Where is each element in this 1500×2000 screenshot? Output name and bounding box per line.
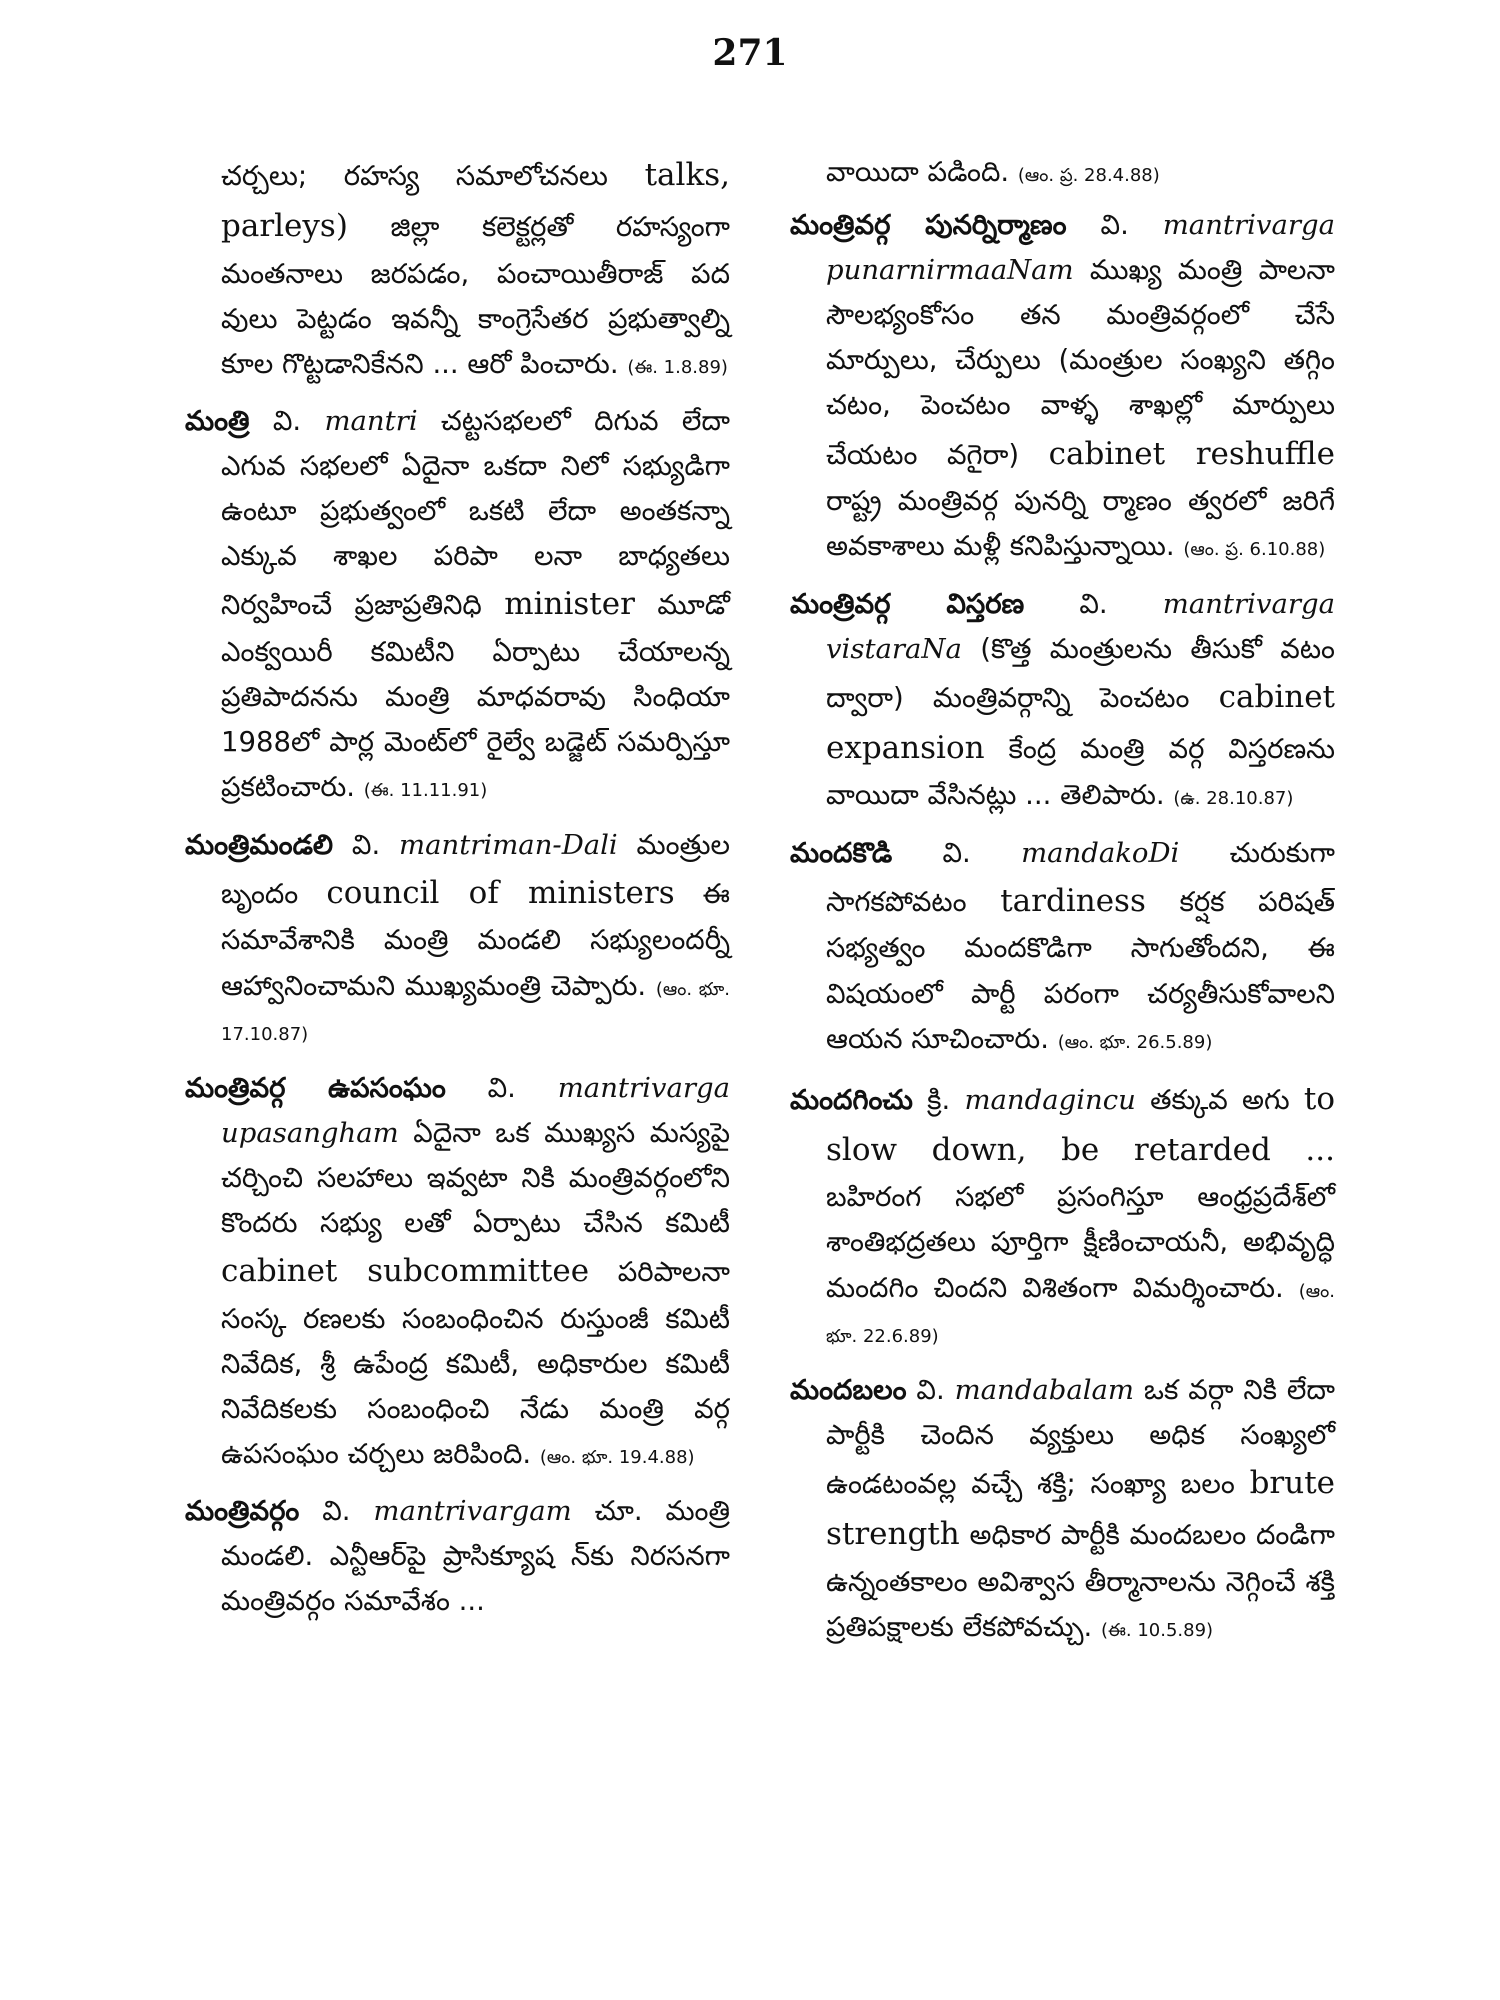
headword: మంత్రిమండలి (185, 828, 334, 861)
entry-text: తక్కువ అగు (1135, 1083, 1304, 1116)
transliteration: mantrivarga vistaraNa (826, 587, 1336, 665)
transliteration: mantrivarga upasangham (221, 1071, 730, 1149)
english-gloss: brute strength (826, 1464, 1335, 1552)
source-citation: (ఆం. ప్ర. 6.10.88) (1183, 539, 1326, 561)
dictionary-entry-continuation (790, 150, 1335, 195)
entry-text: ఒక వర్గా నికి లేదా పార్టీకి చెందిన వ్యక్తులు అధిక సంఖ్యలో ఉండటంవల్ల వచ్చే శక్తి; సంఖ్యా బలం (826, 1373, 1335, 1500)
headword: మంత్రివర్గం (185, 1495, 300, 1528)
source-citation: (ఆం. భూ. 22.6.89) (826, 1280, 1335, 1347)
part-of-speech: వి. (249, 404, 325, 437)
english-gloss: to slow down, be retarded ... (826, 1080, 1335, 1168)
headword: మందగించు (790, 1083, 913, 1116)
part-of-speech: వి. (445, 1071, 558, 1104)
dictionary-entry-mandaginchu (790, 1074, 1335, 1356)
part-of-speech: వి. (333, 828, 400, 861)
source-citation: (ఆం. భూ. 19.4.88) (539, 1447, 695, 1469)
source-citation: (ఆం. భూ. 26.5.89) (1057, 1031, 1213, 1053)
entry-text: బహిరంగ సభలో ప్రసంగిస్తూ ఆంధ్రప్రదేశ్‌లో శాంతిభద్రతలు పూర్తిగా క్షీణించాయనీ, అభివృద్ధి మందగిం చిందని విశితంగా విమర్శించారు. (826, 1181, 1335, 1304)
english-gloss: council of ministers (326, 874, 675, 911)
transliteration: mantri (324, 404, 418, 437)
part-of-speech: వి. (1066, 209, 1163, 242)
part-of-speech: వి. (906, 1373, 955, 1406)
right-column (790, 150, 1335, 1662)
transliteration: mantrivargam (373, 1495, 572, 1528)
entry-text: ఏదైనా ఒక ముఖ్యస మస్యపై చర్చించి సలహాలు ఇవ్వటా నికి మంత్రివర్గంలోని కొందరు సభ్యు లతో ఏర్పాటు చేసిన కమిటీ (221, 1116, 730, 1239)
entry-text: మూడో ఎంక్వయిరీ కమిటీని ఏర్పాటు చేయాలన్న ప్రతిపాదనను మంత్రి మాధవరావు సింధియా 1988లో పార్ల మెంట్‌లో రైల్వే బడ్జెట్ సమర్పిస్తూ ప్రకటించారు. (221, 589, 730, 804)
entry-text: చూ. మంత్రి మండలి. ఎన్టీఆర్‌పై ప్రాసిక్యూష న్‌కు నిరసనగా మంత్రివర్గం సమావేశం ... (221, 1495, 730, 1618)
source-citation: (ఈ. 10.5.89) (1100, 1619, 1214, 1641)
english-gloss: minister (504, 586, 635, 623)
entry-text: చట్టసభలలో దిగువ లేదా ఎగువ సభలలో ఏదైనా ఒకదా నిలో సభ్యుడిగా ఉంటూ ప్రభుత్వంలో ఒకటి లేదా అంతకన్నా ఎక్కువ శాఖల పరిపా లనా బాధ్యతలు నిర్వహించే ప్రజాప్రతినిధి (221, 404, 730, 622)
dictionary-entry-mantrivarga-upasangham (185, 1066, 730, 1478)
headword: మందబలం (790, 1373, 907, 1406)
headword: మంత్రివర్గ పునర్నిర్మాణం (790, 209, 1067, 242)
entry-text: ఈ సమావేశానికి మంత్రి మండలి సభ్యులందర్నీ ఆహ్వానించామని ముఖ్యమంత్రి చెప్పారు. (221, 877, 731, 1002)
source-citation: (ఆం. ప్ర. 28.4.88) (1017, 165, 1160, 186)
part-of-speech: క్రి. (912, 1083, 965, 1116)
english-gloss: tardiness (1000, 882, 1146, 919)
english-gloss: cabinet subcommittee (221, 1253, 590, 1290)
dictionary-entry-vistarana (790, 582, 1335, 819)
dictionary-entry-mantrimandali (185, 823, 730, 1054)
source-citation: (ఈ. 11.11.91) (363, 780, 488, 802)
entry-text: అధికార పార్టీకి మందబలం దండిగా ఉన్నంతకాలం అవిశ్వాస తీర్మానాలను నెగ్గించే శక్తి ప్రతిపక్షాలకు లేకపోవచ్చు. (826, 1518, 1335, 1643)
transliteration: mandagincu (964, 1083, 1136, 1116)
dictionary-entry-mantrivargam (185, 1489, 730, 1624)
transliteration: mantriman-Dali (399, 828, 618, 861)
part-of-speech: వి. (892, 836, 1022, 869)
entry-text: పరిపాలనా సంస్క రణలకు సంబంధించిన రుస్తుంజీ కమిటీ నివేదిక, శ్రీ ఉపేంద్ర కమిటీ, అధికారుల కమిటీ నివేదికలకు సంబంధించి నేడు మంత్రి వర్గ ఉపసంఘం చర్చలు జరిపింది. (221, 1256, 730, 1471)
part-of-speech: వి. (1024, 587, 1163, 620)
source-citation: (ఉ. 28.10.87) (1173, 788, 1294, 810)
english-gloss: cabinet expansion (826, 678, 1335, 766)
entry-text: వాయిదా పడింది. (826, 156, 1018, 188)
entry-text: జిల్లా కలెక్టర్లతో రహస్యంగా మంతనాలు జరపడం, పంచాయితీరాజ్ పద వులు పెట్టడం ఇవన్నీ కాంగ్రెసేతర ప్రభుత్వాల్ని కూల గొట్టడానికేనని ... ఆరో పించారు. (221, 210, 730, 380)
page-number: 271 (712, 32, 788, 74)
dictionary-entry-punarnirmaanam (790, 203, 1335, 569)
headword: మందకొడి (790, 836, 893, 869)
dictionary-entry-mandakodi (790, 831, 1335, 1062)
english-gloss: cabinet reshuffle (1048, 435, 1335, 472)
dictionary-entry-mandabalam (790, 1368, 1335, 1650)
headword: మంత్రివర్గ ఉపసంఘం (185, 1071, 446, 1104)
source-citation: (ఆం. భూ. 17.10.87) (221, 978, 730, 1045)
entry-text: కర్షక పరిషత్ సభ్యత్వం మందకొడిగా సాగుతోందని, ఈ విషయంలో పార్టీ పరంగా చర్యతీసుకోవాలని ఆయన సూచించారు. (826, 885, 1335, 1055)
part-of-speech: వి. (299, 1495, 374, 1528)
entry-text: ముఖ్య మంత్రి పాలనా సౌలభ్యంకోసం తన మంత్రివర్గంలో చేసే మార్పులు, చేర్పులు (మంత్రుల సంఖ్యని తగ్గిం చటం, పెంచటం వాళ్ళ శాఖల్లో మార్పులు చేయటం వగైరా) (826, 254, 1335, 471)
dictionary-entry-continuation (185, 150, 730, 387)
english-gloss: talks, parleys) (221, 157, 730, 244)
entry-text: (కొత్త మంత్రులను తీసుకో వటం ద్వారా) మంత్రివర్గాన్ని పెంచటం (826, 632, 1335, 714)
entry-text: చర్చలు; రహస్య సమాలోచనలు (221, 160, 645, 192)
entry-text: మంత్రుల బృందం (221, 828, 731, 910)
source-citation: (ఈ. 1.8.89) (627, 356, 728, 378)
headword: మంత్రి (185, 404, 250, 437)
entry-text: రాష్ట్ర మంత్రివర్గ పునర్ని ర్మాణం త్వరలో జరిగే అవకాశాలు మళ్లీ కనిపిస్తున్నాయి. (826, 485, 1335, 563)
entry-text: కేంద్ర మంత్రి వర్గ విస్తరణను వాయిదా వేసినట్లు ... తెలిపారు. (826, 732, 1335, 812)
transliteration: mandabalam (954, 1373, 1135, 1406)
left-column (185, 150, 730, 1637)
headword: మంత్రివర్గ విస్తరణ (790, 587, 1025, 620)
entry-text: చురుకుగా సాగకపోవటం (826, 836, 1335, 918)
transliteration: mandakoDi (1021, 836, 1180, 869)
transliteration: mantrivarga punarnirmaaNam (826, 209, 1335, 287)
dictionary-entry-mantri (185, 399, 730, 811)
